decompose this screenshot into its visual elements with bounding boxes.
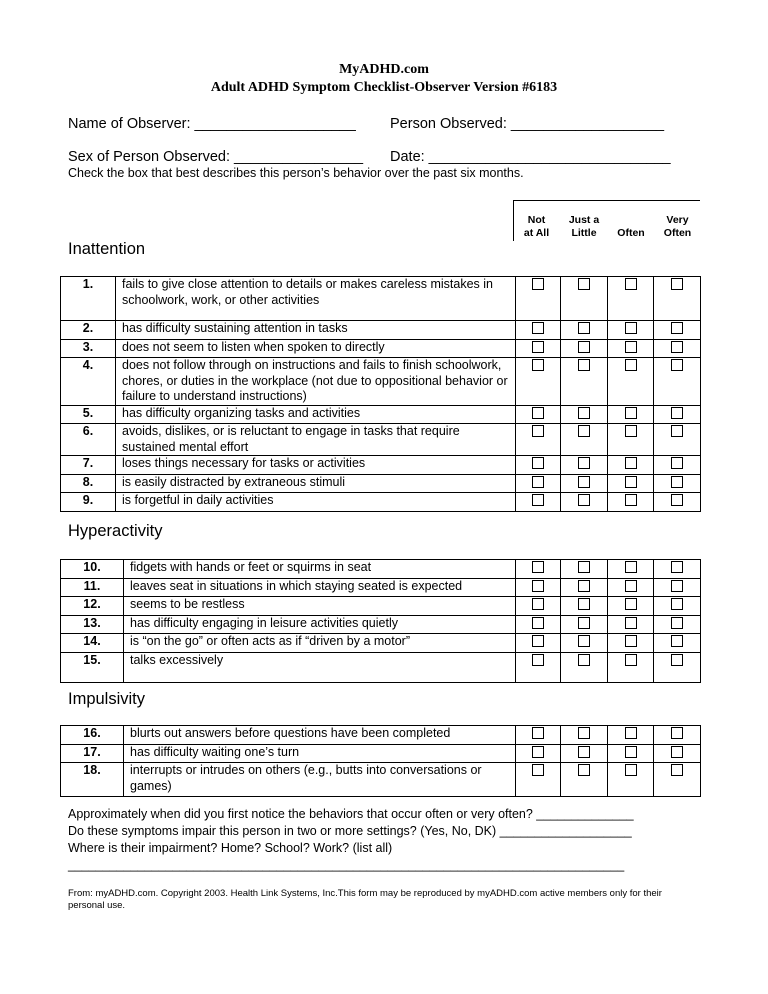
site-title: MyADHD.com <box>339 62 429 77</box>
item-text: does not follow through on instructions and fails to finish schoolwork, chores, or duties in the workplace (not due to oppositional behavior or failure to understand instructions) <box>116 358 516 406</box>
rating-cell <box>561 474 608 493</box>
rating-cell <box>516 652 561 682</box>
item-number: 18. <box>61 763 124 797</box>
item-number: 5. <box>61 405 116 424</box>
item-text: avoids, dislikes, or is reluctant to engage in tasks that require sustained mental effort <box>116 424 516 456</box>
rating-cell <box>608 456 654 475</box>
rating-cell <box>608 615 654 634</box>
rating-cell <box>654 615 701 634</box>
item-text: fails to give close attention to details or makes careless mistakes in schoolwork, work, or other activities <box>116 277 516 321</box>
checkbox-not-at-all[interactable] <box>532 494 544 506</box>
question-impairment: Where is their impairment? Home? School? Work? (list all) <box>68 841 393 855</box>
symptom-row <box>61 634 701 653</box>
rating-cell <box>608 744 654 763</box>
rating-cell <box>561 597 608 616</box>
symptom-row <box>61 578 701 597</box>
item-text: loses things necessary for tasks or activities <box>116 456 516 475</box>
symptom-row <box>61 560 701 579</box>
checkbox-very-often[interactable] <box>671 494 683 506</box>
checkbox-very-often[interactable] <box>671 561 683 573</box>
checkbox-very-often[interactable] <box>671 727 683 739</box>
rating-cell <box>561 560 608 579</box>
col-just-a-little: Just a Little <box>568 214 600 239</box>
rating-cell <box>654 277 701 321</box>
item-text: seems to be restless <box>124 597 516 616</box>
item-text: has difficulty organizing tasks and activities <box>116 405 516 424</box>
rating-cell <box>516 456 561 475</box>
sex-field[interactable]: Sex of Person Observed: ________________ <box>68 149 364 165</box>
symptom-row <box>61 358 701 406</box>
rating-cell <box>561 615 608 634</box>
item-number: 2. <box>61 321 116 340</box>
checkbox-just-a-little[interactable] <box>578 457 590 469</box>
checkbox-very-often[interactable] <box>671 617 683 629</box>
rating-cell <box>561 493 608 512</box>
item-number: 10. <box>61 560 124 579</box>
rating-cell <box>654 744 701 763</box>
symptom-row <box>61 424 701 456</box>
rating-cell <box>654 597 701 616</box>
rating-cell <box>608 321 654 340</box>
rating-cell <box>561 726 608 745</box>
checkbox-just-a-little[interactable] <box>578 561 590 573</box>
checkbox-very-often[interactable] <box>671 359 683 371</box>
checkbox-very-often[interactable] <box>671 654 683 666</box>
rating-cell <box>608 474 654 493</box>
checkbox-often[interactable] <box>625 359 637 371</box>
checkbox-just-a-little[interactable] <box>578 580 590 592</box>
rating-cell <box>654 321 701 340</box>
checkbox-just-a-little[interactable] <box>578 598 590 610</box>
checkbox-very-often[interactable] <box>671 746 683 758</box>
rating-cell <box>608 634 654 653</box>
rating-cell <box>516 744 561 763</box>
checkbox-very-often[interactable] <box>671 635 683 647</box>
rating-cell <box>516 339 561 358</box>
item-text: has difficulty waiting one’s turn <box>124 744 516 763</box>
rating-cell <box>654 424 701 456</box>
item-number: 17. <box>61 744 124 763</box>
item-text: talks excessively <box>124 652 516 682</box>
checkbox-often[interactable] <box>625 322 637 334</box>
item-number: 16. <box>61 726 124 745</box>
checkbox-often[interactable] <box>625 580 637 592</box>
hyperactivity-table <box>60 559 701 683</box>
checkbox-not-at-all[interactable] <box>532 635 544 647</box>
symptom-row <box>61 726 701 745</box>
rating-cell <box>516 578 561 597</box>
rating-cell <box>561 744 608 763</box>
checkbox-just-a-little[interactable] <box>578 476 590 488</box>
date-field[interactable]: Date: ______________________________ <box>390 149 671 165</box>
item-text: has difficulty engaging in leisure activities quietly <box>124 615 516 634</box>
checkbox-not-at-all[interactable] <box>532 457 544 469</box>
item-text: leaves seat in situations in which staying seated is expected <box>124 578 516 597</box>
symptom-row <box>61 597 701 616</box>
symptom-row <box>61 493 701 512</box>
checkbox-just-a-little[interactable] <box>578 727 590 739</box>
rating-cell <box>561 405 608 424</box>
inattention-table <box>60 276 701 512</box>
checkbox-often[interactable] <box>625 425 637 437</box>
checkbox-not-at-all[interactable] <box>532 341 544 353</box>
item-number: 1. <box>61 277 116 321</box>
checkbox-not-at-all[interactable] <box>532 322 544 334</box>
col-very-often: Very Often <box>663 214 692 239</box>
checkbox-just-a-little[interactable] <box>578 635 590 647</box>
rating-cell <box>516 597 561 616</box>
section-title-hyperactivity: Hyperactivity <box>68 522 163 540</box>
rating-cell <box>516 763 561 797</box>
checkbox-not-at-all[interactable] <box>532 727 544 739</box>
symptom-row <box>61 405 701 424</box>
checkbox-often[interactable] <box>625 727 637 739</box>
person-observed-field[interactable]: Person Observed: ___________________ <box>390 116 665 132</box>
item-number: 9. <box>61 493 116 512</box>
checkbox-often[interactable] <box>625 278 637 290</box>
checkbox-very-often[interactable] <box>671 598 683 610</box>
item-number: 11. <box>61 578 124 597</box>
checkbox-just-a-little[interactable] <box>578 407 590 419</box>
item-number: 7. <box>61 456 116 475</box>
rating-cell <box>516 405 561 424</box>
impulsivity-table <box>60 725 701 797</box>
checkbox-not-at-all[interactable] <box>532 617 544 629</box>
checkbox-not-at-all[interactable] <box>532 580 544 592</box>
checkbox-very-often[interactable] <box>671 322 683 334</box>
checkbox-very-often[interactable] <box>671 425 683 437</box>
checkbox-often[interactable] <box>625 635 637 647</box>
checkbox-just-a-little[interactable] <box>578 359 590 371</box>
item-number: 15. <box>61 652 124 682</box>
checkbox-just-a-little[interactable] <box>578 322 590 334</box>
question-first-noticed[interactable]: Approximately when did you first notice the behaviors that occur often or very often? ______________ <box>68 807 634 821</box>
rating-cell <box>516 321 561 340</box>
checkbox-very-often[interactable] <box>671 407 683 419</box>
answer-line[interactable]: ________________________________________________________________________________ <box>68 858 625 872</box>
rating-cell <box>654 652 701 682</box>
checkbox-often[interactable] <box>625 341 637 353</box>
rating-cell <box>654 358 701 406</box>
rating-cell <box>654 405 701 424</box>
rating-cell <box>608 578 654 597</box>
instructions: Check the box that best describes this person’s behavior over the past six months. <box>68 166 524 180</box>
rating-cell <box>516 493 561 512</box>
rating-cell <box>608 277 654 321</box>
item-number: 12. <box>61 597 124 616</box>
checkbox-just-a-little[interactable] <box>578 278 590 290</box>
checkbox-often[interactable] <box>625 764 637 776</box>
item-number: 4. <box>61 358 116 406</box>
section-title-impulsivity: Impulsivity <box>68 690 146 708</box>
rating-cell <box>608 560 654 579</box>
symptom-row <box>61 763 701 797</box>
rating-cell <box>608 424 654 456</box>
rating-cell <box>561 277 608 321</box>
checkbox-just-a-little[interactable] <box>578 425 590 437</box>
checkbox-often[interactable] <box>625 617 637 629</box>
footer-copyright: From: myADHD.com. Copyright 2003. Health Link Systems, Inc.This form may be reproduced by myADHD.com active members only for their personal use. <box>68 888 662 911</box>
rating-cell <box>516 277 561 321</box>
item-number: 3. <box>61 339 116 358</box>
rating-cell <box>561 578 608 597</box>
symptom-row <box>61 339 701 358</box>
rating-cell <box>654 763 701 797</box>
symptom-row <box>61 652 701 682</box>
checkbox-very-often[interactable] <box>671 278 683 290</box>
checkbox-very-often[interactable] <box>671 476 683 488</box>
rating-cell <box>654 578 701 597</box>
checkbox-very-often[interactable] <box>671 764 683 776</box>
checkbox-very-often[interactable] <box>671 341 683 353</box>
checkbox-not-at-all[interactable] <box>532 746 544 758</box>
rating-cell <box>561 456 608 475</box>
item-number: 6. <box>61 424 116 456</box>
item-number: 13. <box>61 615 124 634</box>
checkbox-not-at-all[interactable] <box>532 654 544 666</box>
observer-name-field[interactable]: Name of Observer: ____________________ <box>68 116 356 132</box>
rating-cell <box>654 474 701 493</box>
checkbox-often[interactable] <box>625 494 637 506</box>
checkbox-not-at-all[interactable] <box>532 764 544 776</box>
item-text: has difficulty sustaining attention in tasks <box>116 321 516 340</box>
symptom-row <box>61 277 701 321</box>
checkbox-often[interactable] <box>625 476 637 488</box>
rating-cell <box>608 493 654 512</box>
checkbox-just-a-little[interactable] <box>578 764 590 776</box>
checkbox-just-a-little[interactable] <box>578 654 590 666</box>
rating-cell <box>516 358 561 406</box>
rating-cell <box>561 339 608 358</box>
checkbox-not-at-all[interactable] <box>532 359 544 371</box>
rating-cell <box>654 726 701 745</box>
checkbox-often[interactable] <box>625 457 637 469</box>
item-number: 8. <box>61 474 116 493</box>
symptom-row <box>61 321 701 340</box>
rating-cell <box>654 493 701 512</box>
rating-cell <box>654 339 701 358</box>
symptom-row <box>61 615 701 634</box>
rating-cell <box>654 456 701 475</box>
item-text: fidgets with hands or feet or squirms in seat <box>124 560 516 579</box>
checkbox-not-at-all[interactable] <box>532 407 544 419</box>
rating-cell <box>516 560 561 579</box>
rating-cell <box>516 615 561 634</box>
col-often: Often <box>617 227 645 239</box>
checkbox-not-at-all[interactable] <box>532 278 544 290</box>
checkbox-often[interactable] <box>625 746 637 758</box>
question-settings[interactable]: Do these symptoms impair this person in two or more settings? (Yes, No, DK) ___________________ <box>68 824 632 838</box>
rating-cell <box>561 321 608 340</box>
rating-cell <box>516 424 561 456</box>
form-title: Adult ADHD Symptom Checklist-Observer Version #6183 <box>210 80 558 95</box>
rating-cell <box>654 634 701 653</box>
rating-cell <box>608 597 654 616</box>
checkbox-just-a-little[interactable] <box>578 341 590 353</box>
item-text: interrupts or intrudes on others (e.g., butts into conversations or games) <box>124 763 516 797</box>
checkbox-not-at-all[interactable] <box>532 425 544 437</box>
rating-cell <box>516 726 561 745</box>
rating-cell <box>516 634 561 653</box>
rating-cell <box>654 560 701 579</box>
rating-cell <box>608 405 654 424</box>
checkbox-often[interactable] <box>625 561 637 573</box>
symptom-row <box>61 744 701 763</box>
item-text: is “on the go” or often acts as if “driven by a motor” <box>124 634 516 653</box>
rating-cell <box>561 424 608 456</box>
item-text: blurts out answers before questions have been completed <box>124 726 516 745</box>
section-title-inattention: Inattention <box>68 240 146 258</box>
item-text: is forgetful in daily activities <box>116 493 516 512</box>
checkbox-very-often[interactable] <box>671 580 683 592</box>
checkbox-not-at-all[interactable] <box>532 476 544 488</box>
rating-cell <box>608 339 654 358</box>
item-number: 14. <box>61 634 124 653</box>
checkbox-just-a-little[interactable] <box>578 617 590 629</box>
checkbox-often[interactable] <box>625 598 637 610</box>
symptom-row <box>61 474 701 493</box>
rating-cell <box>561 652 608 682</box>
checkbox-just-a-little[interactable] <box>578 494 590 506</box>
rating-cell <box>608 763 654 797</box>
checkbox-often[interactable] <box>625 407 637 419</box>
checkbox-not-at-all[interactable] <box>532 598 544 610</box>
rating-cell <box>561 763 608 797</box>
rating-cell <box>561 358 608 406</box>
rating-cell <box>608 358 654 406</box>
rating-cell <box>516 474 561 493</box>
item-text: does not seem to listen when spoken to directly <box>116 339 516 358</box>
rating-cell <box>608 652 654 682</box>
checkbox-often[interactable] <box>625 654 637 666</box>
rating-cell <box>608 726 654 745</box>
checkbox-just-a-little[interactable] <box>578 746 590 758</box>
col-not-at-all: Not at All <box>523 214 550 239</box>
checkbox-not-at-all[interactable] <box>532 561 544 573</box>
item-text: is easily distracted by extraneous stimuli <box>116 474 516 493</box>
rating-cell <box>561 634 608 653</box>
symptom-row <box>61 456 701 475</box>
checkbox-very-often[interactable] <box>671 457 683 469</box>
